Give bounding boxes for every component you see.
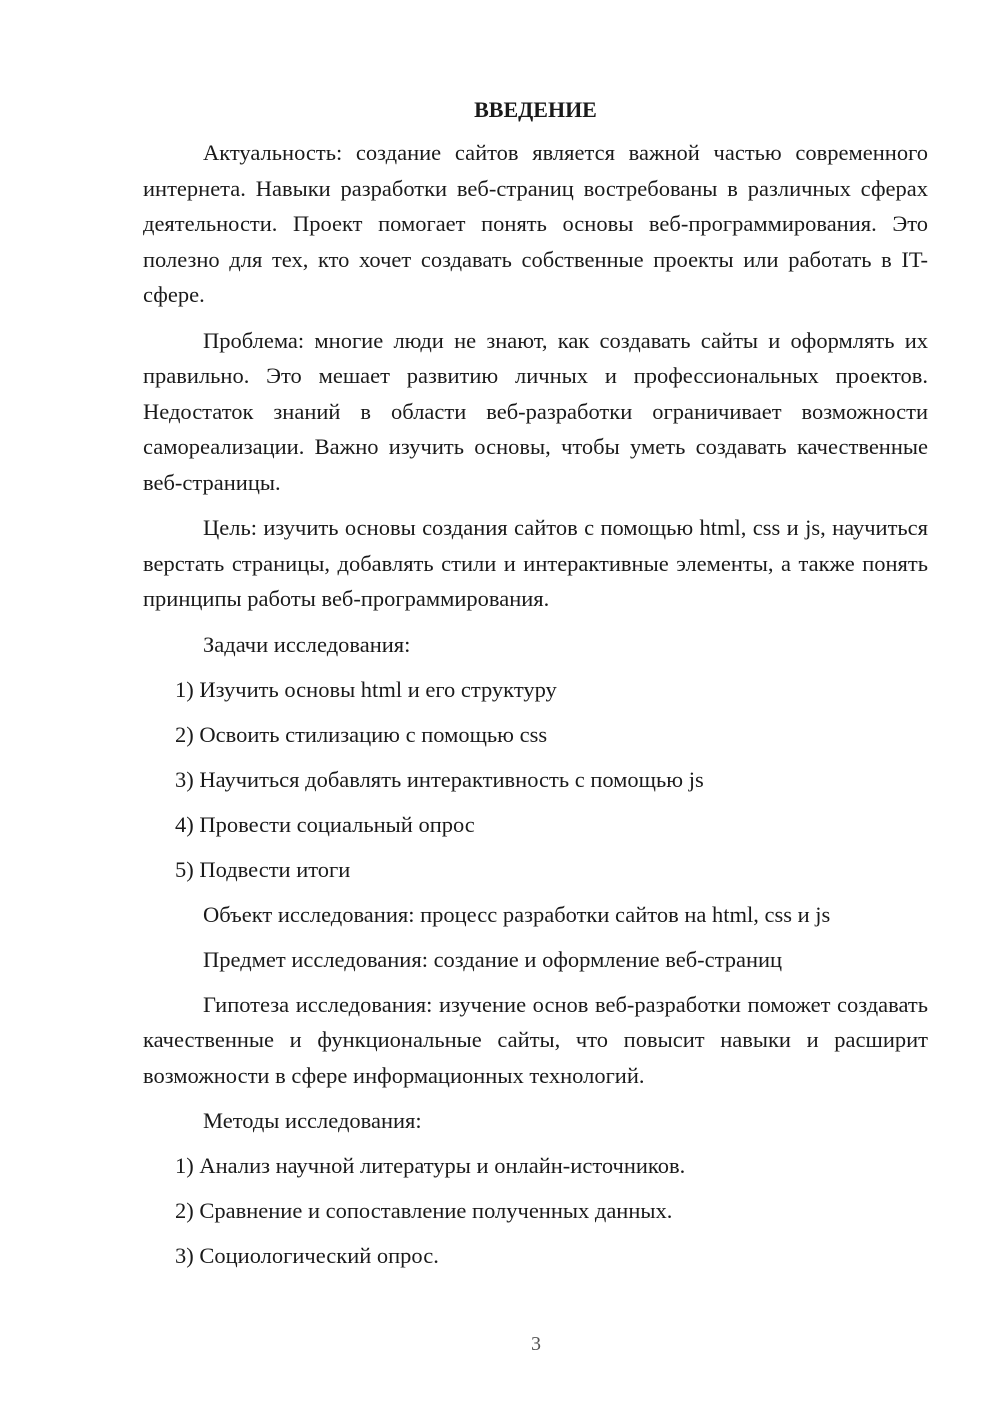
list-item: 4) Провести социальный опрос (175, 811, 475, 837)
list-item: 2) Сравнение и сопоставление полученных данных. (175, 1198, 673, 1223)
tasks-list (143, 672, 928, 887)
object-line: Объект исследования: процесс разработки сайтов на html, css и js (203, 901, 831, 927)
document-page (143, 95, 928, 1283)
page-number: 3 (531, 1333, 541, 1355)
list-item: 5) Подвести итоги (175, 856, 351, 882)
methods-label: Методы исследования: (203, 1108, 422, 1133)
section-title: ВВЕДЕНИЕ (474, 97, 597, 122)
hypothesis-paragraph: Гипотеза исследования: изучение основ веб-разработки поможет создавать качественные и функциональные сайты, что повысит навыки и расширит возможности в сфере информационных технологий. (143, 991, 928, 1088)
methods-list (143, 1148, 928, 1273)
list-item: 1) Анализ научной литературы и онлайн-источников. (175, 1153, 686, 1178)
list-item: 2) Освоить стилизацию с помощью css (175, 721, 548, 747)
relevance-paragraph: Актуальность: создание сайтов является важной частью современного интернета. Навыки разработки веб-страниц востребованы в различных сферах деятельности. Проект помогает понять основы веб-программирования. Это полезно для тех, кто хочет создавать собственные проекты или работать в IT-сфере. (143, 140, 928, 307)
list-item: 1) Изучить основы html и его структуру (175, 676, 557, 702)
list-item: 3) Социологический опрос. (175, 1243, 439, 1268)
list-item: 3) Научиться добавлять интерактивность с помощью js (175, 766, 704, 792)
tasks-label: Задачи исследования: (203, 631, 411, 657)
goal-paragraph: Цель: изучить основы создания сайтов с помощью html, css и js, научиться верстать страницы, добавлять стили и интерактивные элементы, а также понять принципы работы веб-программирования. (143, 515, 928, 611)
subject-line: Предмет исследования: создание и оформление веб-страниц (203, 946, 783, 972)
problem-paragraph: Проблема: многие люди не знают, как создавать сайты и оформлять их правильно. Это мешает развитию личных и профессиональных проектов. Недостаток знаний в области веб-разработки ограничивает возможности самореализации. Важно изучить основы, чтобы уметь создавать качественные веб-страницы. (143, 327, 928, 495)
